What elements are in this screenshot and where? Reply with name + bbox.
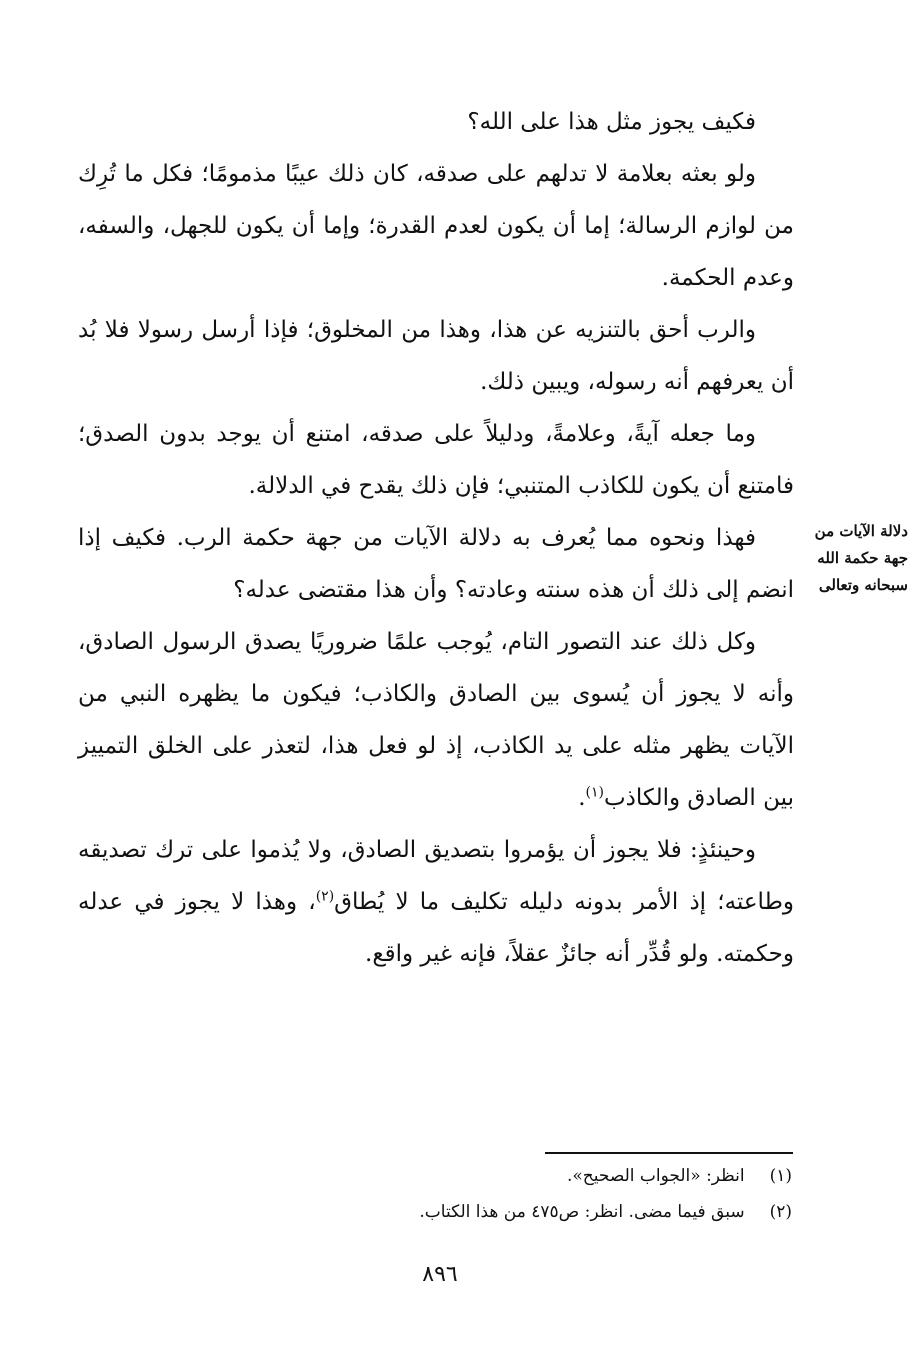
paragraph-1: فكيف يجوز مثل هذا على الله؟ <box>467 109 756 135</box>
footnote-1 <box>152 1158 792 1194</box>
footnote-ref-2[interactable]: (٢) <box>315 888 335 905</box>
paragraph-6-text: وكل ذلك عند التصور التام، يُوجب علمًا ضروريًا يصدق الرسول الصادق، وأنه لا يجوز أن يُسوى بين الصادق والكاذب؛ فيكون ما يظهره النبي من الآيات يظهر مثله على يد الكاذب، إذ لو فعل هذا، لتعذر على الخلق التمييز بين الصادق والكاذب <box>78 629 794 811</box>
margin-note-line: سبحانه وتعالى <box>818 576 908 594</box>
paragraph-4: وما جعله آيةً، وعلامةً، ودليلاً على صدقه، امتنع أن يوجد بدون الصدق؛ فامتنع أن يكون للكاذب المتنبي؛ فإن ذلك يقدح في الدلالة. <box>78 421 794 499</box>
paragraph-2: ولو بعثه بعلامة لا تدلهم على صدقه، كان ذلك عيبًا مذمومًا؛ فكل ما تُرِك من لوازم الرسالة؛ إما أن يكون لعدم القدرة؛ وإما أن يكون للجهل، والسفه، وعدم الحكمة. <box>78 161 794 291</box>
footnote-text: انظر: «الجواب الصحيح». <box>566 1166 745 1186</box>
paragraph-3: والرب أحق بالتنزيه عن هذا، وهذا من المخلوق؛ فإذا أرسل رسولا فلا بُد أن يعرفهم أنه رسوله، ويبين ذلك. <box>78 317 794 395</box>
page-number: ٨٩٦ <box>422 1262 458 1287</box>
footnote-2 <box>152 1194 792 1230</box>
margin-note-line: جهة حكمة الله <box>817 549 908 567</box>
footnote-divider <box>545 1152 793 1154</box>
paragraph-7-tail: ، وهذا لا يجوز <box>175 889 316 915</box>
margin-note <box>804 518 908 599</box>
footnote-text: سبق فيما مضى. انظر: ص٤٧٥ من هذا الكتاب. <box>419 1202 745 1222</box>
paragraph-7 <box>78 824 794 980</box>
paragraph-6 <box>78 616 794 824</box>
footnote-number: (١) <box>769 1166 792 1186</box>
paragraph-6-tail: . <box>578 785 586 811</box>
paragraph-7-continuation: في عدله وحكمته. ولو قُدِّر أنه جائزٌ عقلاً، فإنه غير واقع. <box>78 889 794 967</box>
margin-note-line: دلالة الآيات من <box>814 522 908 540</box>
paragraph-5: فهذا ونحوه مما يُعرف به دلالة الآيات من جهة حكمة الرب. فكيف إذا انضم إلى ذلك أن هذه سنته وعادته؟ وأن هذا مقتضى عدله؟ <box>78 525 794 603</box>
paragraph-7-text: وحينئذٍ: فلا يجوز أن يؤمروا بتصديق الصادق، ولا يُذموا على ترك تصديقه وطاعته؛ إذ الأمر بدونه دليله تكليف ما لا يُطاق <box>78 837 794 915</box>
footnote-number: (٢) <box>769 1202 792 1222</box>
footnotes <box>152 1158 792 1230</box>
main-text <box>78 96 794 980</box>
footnote-ref-1[interactable]: (١) <box>585 784 604 801</box>
